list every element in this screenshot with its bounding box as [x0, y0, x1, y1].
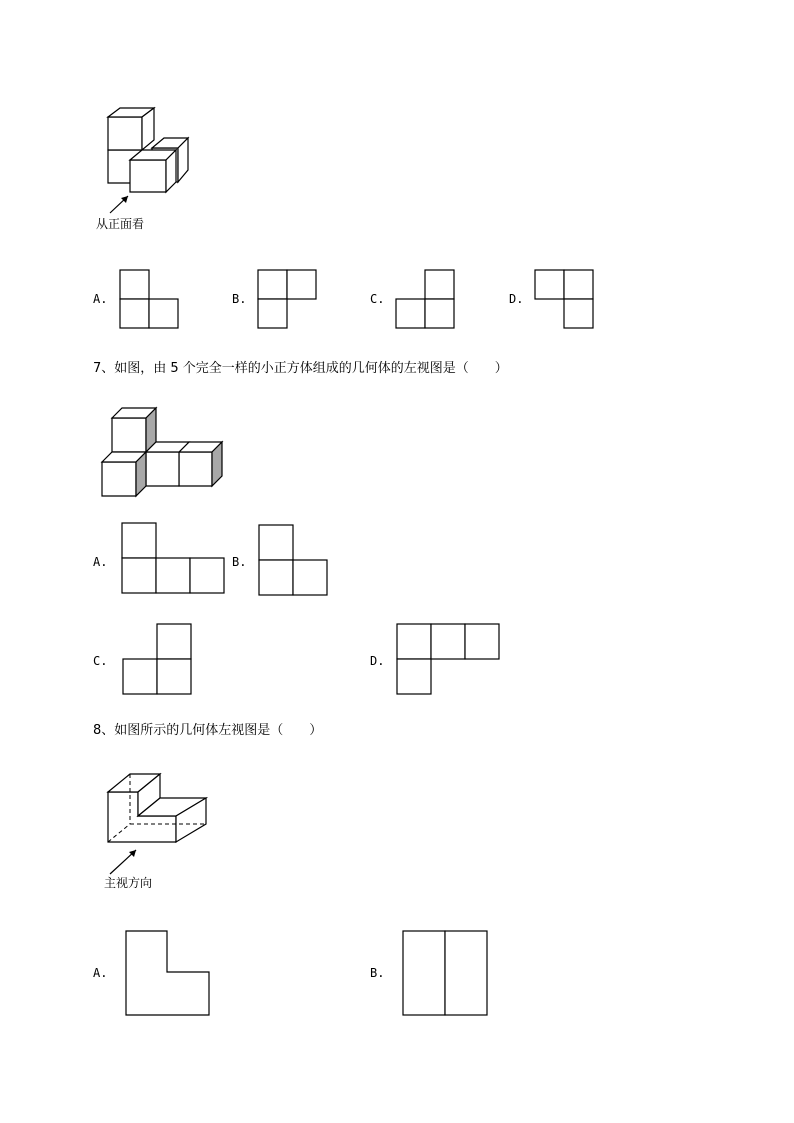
- q8-option-a-figure[interactable]: [124, 929, 214, 1019]
- q7-question-text: 7、如图，由 5 个完全一样的小正方体组成的几何体的左视图是（ ）: [93, 361, 508, 376]
- q8-question-text: 8、如图所示的几何体左视图是（ ）: [93, 723, 323, 738]
- q6-option-a-label[interactable]: A.: [93, 292, 108, 306]
- q6-option-d-label[interactable]: D.: [509, 292, 524, 306]
- q8-option-b-label[interactable]: B.: [370, 966, 385, 980]
- q7-option-d-figure[interactable]: [395, 622, 505, 697]
- q6-cube-stack-drawing: [0, 0, 200, 240]
- q6-option-a-figure[interactable]: [118, 268, 188, 338]
- q8-option-a-label[interactable]: A.: [93, 966, 108, 980]
- q7-option-a-label[interactable]: A.: [93, 555, 108, 569]
- q8-view-caption: 主视方向: [104, 876, 153, 890]
- q7-option-c-figure[interactable]: [121, 622, 196, 697]
- q6-option-c-figure[interactable]: [394, 268, 464, 338]
- q7-option-c-label[interactable]: C.: [93, 654, 108, 668]
- q7-option-a-figure[interactable]: [120, 521, 230, 596]
- q6-view-caption: 从正面看: [96, 217, 145, 231]
- q8-option-b-figure[interactable]: [401, 929, 491, 1019]
- q7-cube-figure: [0, 400, 240, 510]
- q7-option-b-label[interactable]: B.: [232, 555, 247, 569]
- q6-option-b-label[interactable]: B.: [232, 292, 247, 306]
- q7-option-b-figure[interactable]: [257, 523, 332, 598]
- q6-option-d-figure[interactable]: [533, 268, 603, 338]
- q7-option-d-label[interactable]: D.: [370, 654, 385, 668]
- q6-option-b-figure[interactable]: [256, 268, 326, 338]
- q6-option-c-label[interactable]: C.: [370, 292, 385, 306]
